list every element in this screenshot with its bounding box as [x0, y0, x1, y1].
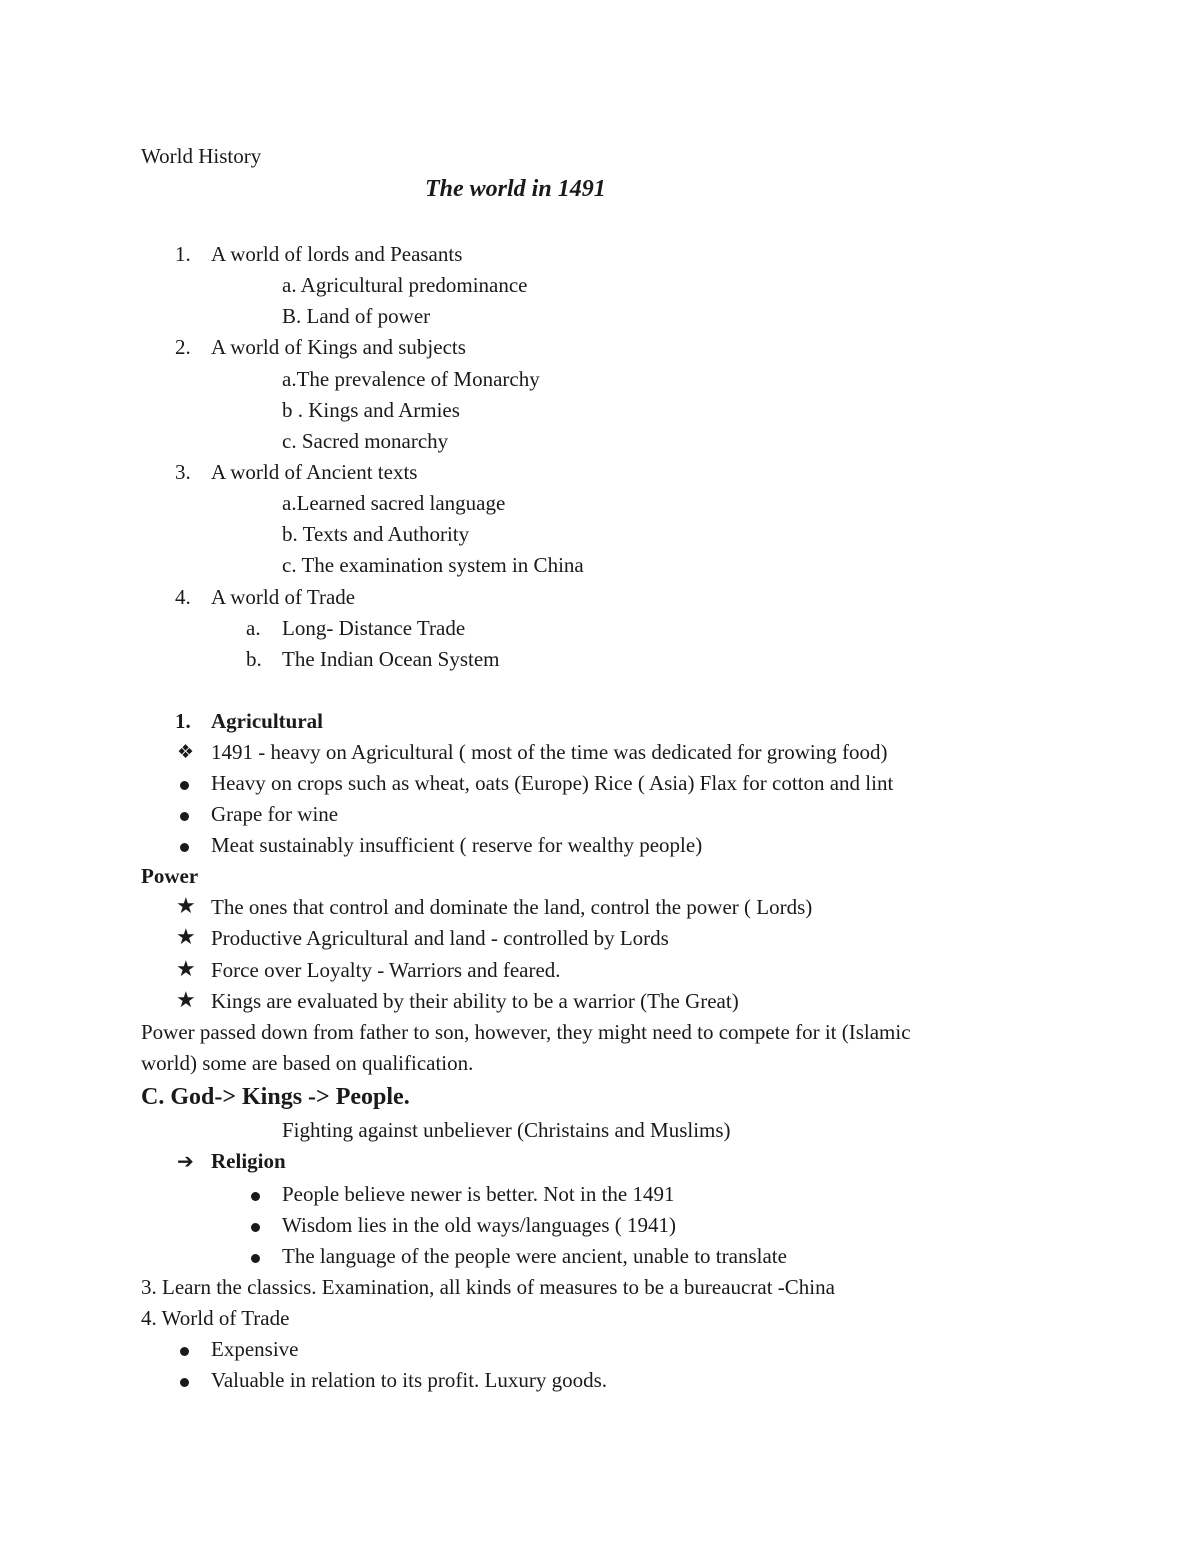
arrow-icon: ➔ — [177, 1149, 194, 1173]
bullet-icon — [180, 801, 189, 827]
outline-letter: b. — [246, 647, 262, 671]
list-item: People believe newer is better. Not in the 1491 — [282, 1182, 675, 1206]
bullet-icon — [180, 1367, 189, 1393]
section-heading-agricultural: Agricultural — [211, 709, 323, 733]
course-name: World History — [141, 144, 262, 168]
document-title: The world in 1491 — [425, 176, 606, 202]
outline-number: 3. — [175, 460, 191, 484]
section-heading-power: Power — [141, 864, 199, 888]
list-item: Meat sustainably insufficient ( reserve for wealthy people) — [211, 833, 703, 857]
paragraph-line: Power passed down from father to son, however, they might need to compete for it (Islamic — [141, 1020, 911, 1044]
list-item: Wisdom lies in the old ways/languages ( 1941) — [282, 1213, 677, 1237]
bullet-icon — [251, 1243, 260, 1269]
outline-letter: a. — [246, 616, 261, 640]
outline-subitem: c. The examination system in China — [282, 553, 584, 577]
bullet-icon — [251, 1212, 260, 1238]
paragraph-line: 3. Learn the classics. Examination, all kinds of measures to be a bureaucrat -China — [141, 1275, 835, 1299]
star-icon: ★ — [176, 894, 196, 919]
section-number: 1. — [175, 709, 191, 733]
outline-item: A world of Ancient texts — [211, 460, 418, 484]
list-item: Productive Agricultural and land - controlled by Lords — [211, 926, 669, 950]
section-heading-god-kings-people: C. God-> Kings -> People. — [141, 1084, 410, 1110]
outline-number: 2. — [175, 335, 191, 359]
list-item: 1491 - heavy on Agricultural ( most of the time was dedicated for growing food) — [211, 740, 888, 764]
section-heading-religion: Religion — [211, 1149, 286, 1173]
star-icon: ★ — [176, 988, 196, 1013]
indented-line: Fighting against unbeliever (Christains and Muslims) — [282, 1118, 731, 1142]
four-diamond-icon: ❖ — [177, 741, 195, 763]
outline-number: 4. — [175, 585, 191, 609]
outline-item: A world of Kings and subjects — [211, 335, 466, 359]
list-item: Kings are evaluated by their ability to be a warrior (The Great) — [211, 989, 739, 1013]
bullet-icon — [251, 1181, 260, 1207]
outline-subitem: a.Learned sacred language — [282, 491, 506, 515]
outline-item: A world of Trade — [211, 585, 356, 609]
paragraph-line: world) some are based on qualification. — [141, 1051, 474, 1075]
list-item: Heavy on crops such as wheat, oats (Europe) Rice ( Asia) Flax for cotton and lint — [211, 771, 894, 795]
section-heading-trade: 4. World of Trade — [141, 1306, 290, 1330]
list-item: Expensive — [211, 1337, 299, 1361]
list-item: The language of the people were ancient, unable to translate — [282, 1244, 787, 1268]
outline-subitem: c. Sacred monarchy — [282, 429, 449, 453]
outline-subitem: a.The prevalence of Monarchy — [282, 367, 540, 391]
list-item: Force over Loyalty - Warriors and feared. — [211, 958, 561, 982]
outline-subitem: B. Land of power — [282, 304, 431, 328]
bullet-icon — [180, 832, 189, 858]
list-item: Grape for wine — [211, 802, 339, 826]
outline-subitem: a. Agricultural predominance — [282, 273, 528, 297]
star-icon: ★ — [176, 957, 196, 982]
bullet-icon — [180, 770, 189, 796]
outline-item: A world of lords and Peasants — [211, 242, 463, 266]
outline-subitem: b. Texts and Authority — [282, 522, 470, 546]
list-item: The ones that control and dominate the land, control the power ( Lords) — [211, 895, 813, 919]
outline-subitem: The Indian Ocean System — [282, 647, 500, 671]
outline-subitem: b . Kings and Armies — [282, 398, 460, 422]
bullet-icon — [180, 1336, 189, 1362]
list-item: Valuable in relation to its profit. Luxury goods. — [211, 1368, 608, 1392]
outline-number: 1. — [175, 242, 191, 266]
star-icon: ★ — [176, 925, 196, 950]
outline-subitem: Long- Distance Trade — [282, 616, 466, 640]
